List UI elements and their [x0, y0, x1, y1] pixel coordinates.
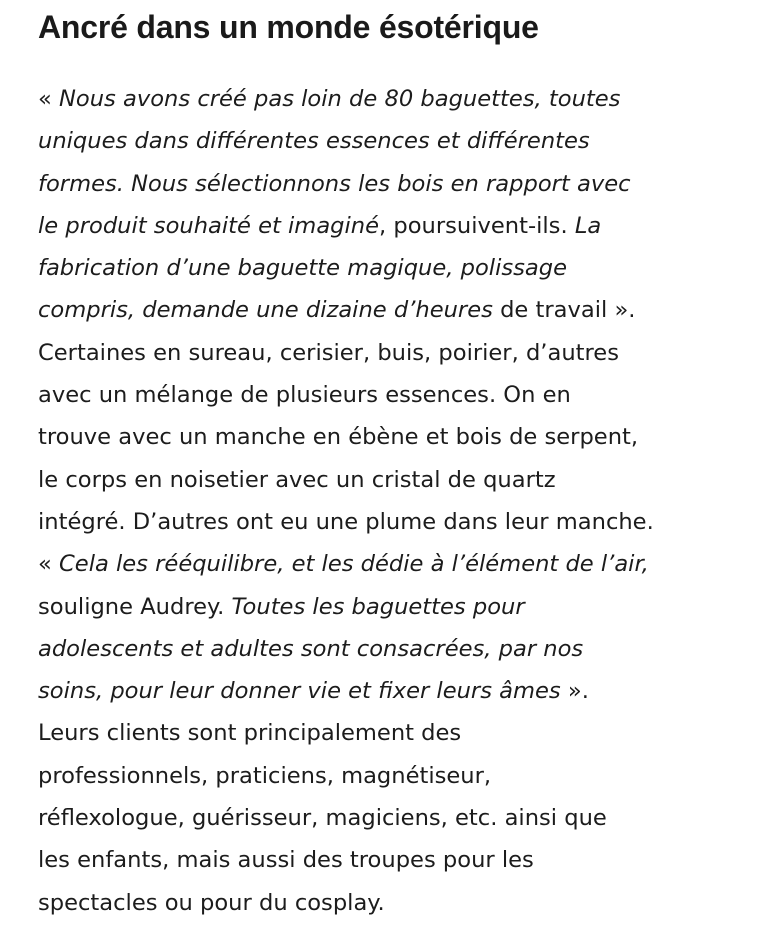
body-text-segment: avec un mélange de plusieurs essences. On en: [38, 382, 571, 409]
paragraph-line: [38, 839, 748, 881]
body-text-segment: professionnels, praticiens, magnétiseur,: [38, 762, 492, 789]
quote-text: soins, pour leur donner vie et fixer leurs âmes: [38, 678, 561, 705]
quote-text: La: [574, 212, 602, 239]
paragraph-line: [38, 332, 748, 374]
body-text-segment: les enfants, mais aussi des troupes pour les: [38, 847, 534, 874]
paragraph-line: [38, 205, 748, 247]
paragraph-line: [38, 459, 748, 501]
body-text-segment: intégré. D’autres ont eu une plume dans leur manche.: [38, 508, 654, 535]
body-text-segment: de travail ».: [492, 297, 636, 324]
quote-text: Cela les rééquilibre, et les dédie à l’élément de l’air,: [59, 551, 649, 578]
body-text-segment: souligne Audrey.: [38, 593, 232, 620]
paragraph-line: [38, 78, 748, 120]
body-text-segment: Leurs clients sont principalement des: [38, 720, 462, 747]
quote-text: le produit souhaité et imaginé: [38, 212, 380, 239]
quote-text: Nous avons créé pas loin de 80 baguettes, toutes: [59, 86, 621, 112]
paragraph-line: [38, 120, 748, 162]
body-text-segment: spectacles ou pour du cosplay.: [38, 889, 385, 916]
body-text-segment: «: [38, 86, 60, 112]
paragraph-line: [38, 797, 748, 839]
body-text-segment: «: [38, 551, 60, 578]
body-text-segment: le corps en noisetier avec un cristal de quartz: [38, 466, 556, 493]
body-text-segment: ».: [560, 678, 589, 705]
paragraph-line: [38, 670, 748, 712]
article-body: [38, 78, 748, 924]
paragraph-line: [38, 416, 748, 458]
paragraph-line: [38, 163, 748, 205]
quote-text: Toutes les baguettes pour: [231, 593, 525, 620]
paragraph-line: [38, 374, 748, 416]
quote-text: compris, demande une dizaine d’heures: [38, 297, 493, 324]
paragraph-line: [38, 289, 748, 331]
paragraph-line: [38, 543, 748, 585]
paragraph-line: [38, 501, 748, 543]
body-text-segment: , poursuivent-ils.: [379, 212, 575, 239]
quote-text: adolescents et adultes sont consacrées, par nos: [38, 635, 584, 662]
paragraph-line: [38, 247, 748, 289]
quote-text: formes. Nous sélectionnons les bois en rapport avec: [38, 170, 631, 197]
paragraph-line: [38, 712, 748, 754]
quote-text: fabrication d’une baguette magique, polissage: [38, 255, 567, 282]
paragraph-line: [38, 628, 748, 670]
article-title: Ancré dans un monde ésotérique: [38, 9, 539, 45]
body-text-segment: trouve avec un manche en ébène et bois de serpent,: [38, 424, 639, 451]
body-text-segment: Certaines en sureau, cerisier, buis, poirier, d’autres: [38, 339, 619, 366]
body-text-segment: réflexologue, guérisseur, magiciens, etc. ainsi que: [38, 805, 607, 832]
article: [38, 6, 748, 924]
paragraph-line: [38, 586, 748, 628]
quote-text: uniques dans différentes essences et différentes: [38, 128, 590, 155]
paragraph-line: [38, 882, 748, 924]
paragraph-line: [38, 755, 748, 797]
